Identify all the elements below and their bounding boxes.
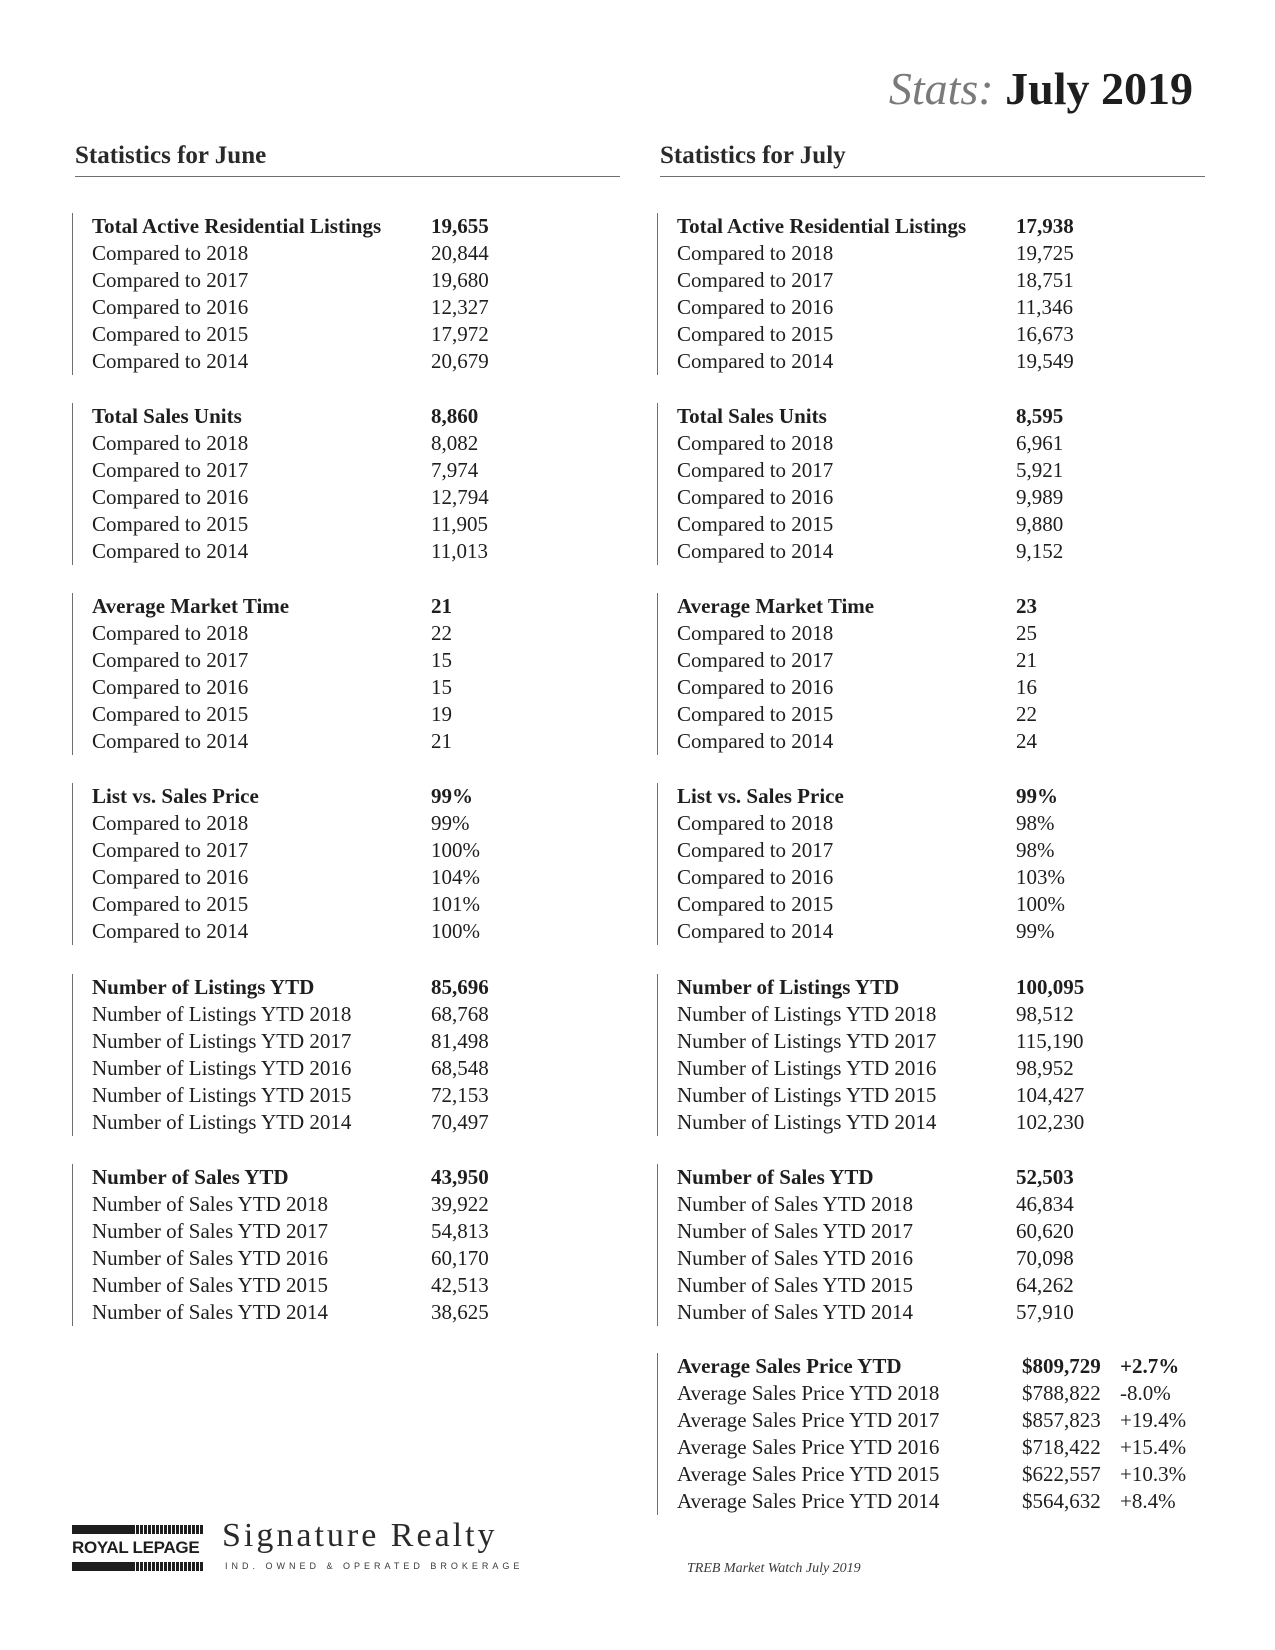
comparison-row [92, 1082, 532, 1109]
row-value: 85,696 [431, 975, 489, 999]
comparison-row [677, 511, 1157, 538]
comparison-row [677, 1488, 1176, 1515]
comparison-row [677, 728, 1157, 755]
comparison-row [92, 1028, 532, 1055]
comparison-row [677, 1055, 1157, 1082]
row-value: 19 [431, 702, 452, 726]
july-section-5 [657, 974, 1157, 1136]
comparison-row [92, 511, 532, 538]
row-value: 100% [1016, 892, 1065, 916]
section-header-row [92, 783, 532, 810]
row-label: Total Active Residential Listings [677, 214, 967, 238]
source-note: TREB Market Watch July 2019 [687, 1561, 861, 1576]
july-section-2 [657, 403, 1157, 565]
row-value: 12,794 [431, 485, 489, 509]
comparison-row [92, 1218, 532, 1245]
row-value: 68,768 [431, 1002, 489, 1026]
row-label: Compared to 2015 [92, 512, 249, 536]
row-value: $809,729 [1022, 1354, 1101, 1378]
row-label: Compared to 2016 [677, 675, 834, 699]
title-month: July 2019 [1005, 63, 1193, 114]
row-label: Compared to 2018 [677, 431, 834, 455]
row-label: Number of Sales YTD [92, 1165, 289, 1189]
row-label: Compared to 2016 [677, 485, 834, 509]
comparison-row [677, 1001, 1157, 1028]
row-label: Number of Sales YTD 2016 [677, 1246, 914, 1270]
row-label: Compared to 2014 [92, 919, 249, 943]
comparison-row [92, 321, 532, 348]
row-label: Number of Listings YTD 2015 [92, 1083, 352, 1107]
section-header-row [92, 213, 532, 240]
row-value: 68,548 [431, 1056, 489, 1080]
row-label: Compared to 2018 [92, 241, 249, 265]
row-value: 9,880 [1016, 512, 1064, 536]
comparison-row [677, 1245, 1157, 1272]
section-header-row [677, 403, 1157, 430]
row-label: Total Sales Units [677, 404, 827, 428]
row-label: Number of Listings YTD 2014 [677, 1110, 937, 1134]
section-header-row [92, 1164, 532, 1191]
row-value: $788,822 [1022, 1381, 1101, 1405]
row-value: 20,844 [431, 241, 489, 265]
july-section-4 [657, 783, 1157, 945]
comparison-row [92, 1299, 532, 1326]
row-value: 22 [1016, 702, 1037, 726]
comparison-row [677, 294, 1157, 321]
page-title [889, 62, 1193, 115]
row-value: 8,860 [431, 404, 479, 428]
comparison-row [677, 538, 1157, 565]
row-value: 15 [431, 675, 452, 699]
row-value: 46,834 [1016, 1192, 1074, 1216]
row-label: Number of Sales YTD 2016 [92, 1246, 329, 1270]
row-value: 19,549 [1016, 349, 1074, 373]
row-label: Compared to 2014 [677, 919, 834, 943]
comparison-row [677, 1380, 1171, 1407]
comparison-row [677, 891, 1157, 918]
comparison-row [677, 1434, 1187, 1461]
row-label: Compared to 2016 [677, 295, 834, 319]
row-value: 23 [1016, 594, 1037, 618]
row-label: Compared to 2015 [92, 702, 249, 726]
row-label: Compared to 2014 [677, 729, 834, 753]
row-label: Number of Listings YTD [92, 975, 315, 999]
comparison-row [92, 1109, 532, 1136]
comparison-row [677, 321, 1157, 348]
comparison-row [92, 348, 532, 375]
average-sales-price-section [657, 1353, 1187, 1515]
comparison-row [92, 240, 532, 267]
section-header-row [677, 783, 1157, 810]
row-label: Compared to 2018 [677, 811, 834, 835]
row-label: Average Sales Price YTD 2015 [677, 1462, 940, 1486]
comparison-row [677, 348, 1157, 375]
row-value: 11,346 [1016, 295, 1073, 319]
comparison-row [92, 918, 532, 945]
row-value: 11,013 [431, 539, 488, 563]
section-header-row [92, 593, 532, 620]
row-label: Number of Listings YTD 2018 [677, 1002, 937, 1026]
row-label: List vs. Sales Price [677, 784, 844, 808]
row-label: Number of Sales YTD 2015 [92, 1273, 329, 1297]
section-header-row [677, 1164, 1157, 1191]
row-label: Compared to 2015 [677, 512, 834, 536]
comparison-row [677, 810, 1157, 837]
comparison-row [92, 1191, 532, 1218]
comparison-row [92, 430, 532, 457]
row-value: 6,961 [1016, 431, 1064, 455]
row-value: $622,557 [1022, 1462, 1101, 1486]
comparison-row [92, 1272, 532, 1299]
row-label: Number of Listings YTD 2018 [92, 1002, 352, 1026]
row-value: 42,513 [431, 1273, 489, 1297]
row-percent-change: +2.7% [1120, 1354, 1180, 1378]
row-value: 100% [431, 838, 480, 862]
comparison-row [92, 620, 532, 647]
row-value: $564,632 [1022, 1489, 1101, 1513]
comparison-row [92, 1055, 532, 1082]
row-value: 19,655 [431, 214, 489, 238]
logo-bar-top [72, 1525, 204, 1534]
row-value: 115,190 [1016, 1029, 1084, 1053]
row-value: 16,673 [1016, 322, 1074, 346]
section-header-row [92, 974, 532, 1001]
row-value: 98,512 [1016, 1002, 1074, 1026]
row-label: Compared to 2015 [677, 322, 834, 346]
row-label: Average Market Time [92, 594, 290, 618]
comparison-row [677, 1299, 1157, 1326]
row-percent-change: -8.0% [1120, 1381, 1171, 1405]
row-value: 52,503 [1016, 1165, 1074, 1189]
row-label: Compared to 2016 [92, 295, 249, 319]
row-value: 99% [431, 784, 473, 808]
row-value: 39,922 [431, 1192, 489, 1216]
comparison-row [677, 1461, 1187, 1488]
row-value: 98% [1016, 838, 1055, 862]
comparison-row [677, 918, 1157, 945]
row-label: Number of Sales YTD 2017 [677, 1219, 914, 1243]
row-label: Average Sales Price YTD [677, 1354, 902, 1378]
row-percent-change: +19.4% [1120, 1408, 1187, 1432]
row-value: 99% [1016, 784, 1058, 808]
row-value: $718,422 [1022, 1435, 1101, 1459]
row-label: Number of Sales YTD 2017 [92, 1219, 329, 1243]
comparison-row [92, 864, 532, 891]
row-value: 101% [431, 892, 480, 916]
row-label: Compared to 2015 [92, 892, 249, 916]
row-value: 19,725 [1016, 241, 1074, 265]
row-value: 99% [1016, 919, 1055, 943]
comparison-row [677, 430, 1157, 457]
row-value: 81,498 [431, 1029, 489, 1053]
row-value: 7,974 [431, 458, 479, 482]
row-value: 43,950 [431, 1165, 489, 1189]
section-header-row [677, 1353, 1180, 1380]
row-value: 99% [431, 811, 470, 835]
comparison-row [677, 267, 1157, 294]
row-label: Compared to 2018 [677, 241, 834, 265]
row-value: 17,972 [431, 322, 489, 346]
row-value: 38,625 [431, 1300, 489, 1324]
comparison-row [677, 1109, 1157, 1136]
comparison-row [677, 864, 1157, 891]
comparison-row [677, 647, 1157, 674]
june-section-1 [72, 213, 532, 375]
comparison-row [677, 1407, 1187, 1434]
comparison-row [92, 1001, 532, 1028]
comparison-row [677, 837, 1157, 864]
row-value: 103% [1016, 865, 1065, 889]
row-label: Number of Sales YTD 2014 [92, 1300, 329, 1324]
row-value: 11,905 [431, 512, 488, 536]
june-section-3 [72, 593, 532, 755]
row-label: Compared to 2014 [92, 349, 249, 373]
row-label: Compared to 2018 [92, 621, 249, 645]
comparison-row [92, 647, 532, 674]
row-label: Number of Listings YTD 2016 [92, 1056, 352, 1080]
row-value: 24 [1016, 729, 1037, 753]
june-section-4 [72, 783, 532, 945]
brokerage-subtitle: IND. OWNED & OPERATED BROKERAGE [225, 1561, 524, 1571]
comparison-row [677, 674, 1157, 701]
row-label: Number of Sales YTD [677, 1165, 874, 1189]
row-value: 21 [1016, 648, 1037, 672]
logo-bar-bottom [72, 1562, 204, 1571]
row-label: Number of Sales YTD 2014 [677, 1300, 914, 1324]
comparison-row [92, 267, 532, 294]
row-label: Compared to 2017 [677, 838, 834, 862]
comparison-row [92, 1245, 532, 1272]
row-value: 70,098 [1016, 1246, 1074, 1270]
july-section-3 [657, 593, 1157, 755]
comparison-row [677, 1028, 1157, 1055]
row-value: 100,095 [1016, 975, 1085, 999]
row-value: 21 [431, 594, 452, 618]
row-label: Compared to 2017 [92, 648, 249, 672]
comparison-row [677, 1272, 1157, 1299]
comparison-row [677, 240, 1157, 267]
row-label: Number of Sales YTD 2018 [92, 1192, 329, 1216]
row-label: Compared to 2018 [677, 621, 834, 645]
row-value: 64,262 [1016, 1273, 1074, 1297]
row-value: 18,751 [1016, 268, 1074, 292]
row-label: Number of Listings YTD 2014 [92, 1110, 352, 1134]
row-value: 98% [1016, 811, 1055, 835]
row-percent-change: +10.3% [1120, 1462, 1187, 1486]
row-label: Average Sales Price YTD 2014 [677, 1489, 940, 1513]
section-header-row [677, 213, 1157, 240]
row-value: 20,679 [431, 349, 489, 373]
row-value: 98,952 [1016, 1056, 1074, 1080]
row-label: Number of Listings YTD 2017 [92, 1029, 352, 1053]
row-label: Compared to 2017 [677, 268, 834, 292]
row-label: Compared to 2017 [92, 458, 249, 482]
row-value: 22 [431, 621, 452, 645]
comparison-row [677, 620, 1157, 647]
row-label: Compared to 2014 [92, 729, 249, 753]
comparison-row [677, 701, 1157, 728]
section-header-row [92, 403, 532, 430]
section-header-row [677, 593, 1157, 620]
comparison-row [677, 484, 1157, 511]
comparison-row [92, 728, 532, 755]
row-value: 104% [431, 865, 480, 889]
comparison-row [92, 294, 532, 321]
row-value: 60,170 [431, 1246, 489, 1270]
comparison-row [92, 810, 532, 837]
row-percent-change: +15.4% [1120, 1435, 1187, 1459]
row-label: Compared to 2017 [92, 268, 249, 292]
row-label: Total Active Residential Listings [92, 214, 382, 238]
comparison-row [677, 457, 1157, 484]
comparison-row [92, 701, 532, 728]
row-value: 15 [431, 648, 452, 672]
row-value: 8,082 [431, 431, 479, 455]
comparison-row [92, 891, 532, 918]
row-label: Number of Listings YTD [677, 975, 900, 999]
row-value: 72,153 [431, 1083, 489, 1107]
row-label: Compared to 2017 [677, 458, 834, 482]
row-value: 5,921 [1016, 458, 1064, 482]
row-value: 16 [1016, 675, 1037, 699]
row-value: 100% [431, 919, 480, 943]
comparison-row [677, 1082, 1157, 1109]
row-label: Compared to 2017 [92, 838, 249, 862]
row-label: Compared to 2018 [92, 811, 249, 835]
comparison-row [92, 457, 532, 484]
row-value: 9,989 [1016, 485, 1064, 509]
row-label: Number of Sales YTD 2018 [677, 1192, 914, 1216]
row-label: Compared to 2016 [677, 865, 834, 889]
row-label: Compared to 2014 [677, 539, 834, 563]
june-section-5 [72, 974, 532, 1136]
row-label: Compared to 2018 [92, 431, 249, 455]
june-section-2 [72, 403, 532, 565]
row-value: 60,620 [1016, 1219, 1074, 1243]
row-value: 8,595 [1016, 404, 1064, 428]
section-header-row [677, 974, 1157, 1001]
july-heading: Statistics for July [660, 142, 1205, 177]
title-italic: Stats: [888, 63, 994, 114]
row-value: 70,497 [431, 1110, 489, 1134]
row-label: Compared to 2016 [92, 675, 249, 699]
comparison-row [92, 538, 532, 565]
row-label: Compared to 2015 [677, 702, 834, 726]
row-value: 25 [1016, 621, 1037, 645]
row-value: 9,152 [1016, 539, 1064, 563]
row-label: Compared to 2014 [92, 539, 249, 563]
row-label: Average Sales Price YTD 2018 [677, 1381, 940, 1405]
row-label: Average Sales Price YTD 2017 [677, 1408, 940, 1432]
row-value: 104,427 [1016, 1083, 1085, 1107]
row-percent-change: +8.4% [1120, 1489, 1176, 1513]
row-label: Average Sales Price YTD 2016 [677, 1435, 940, 1459]
comparison-row [677, 1191, 1157, 1218]
row-value: 17,938 [1016, 214, 1074, 238]
row-value: $857,823 [1022, 1408, 1101, 1432]
row-value: 12,327 [431, 295, 489, 319]
row-value: 102,230 [1016, 1110, 1085, 1134]
row-label: Number of Listings YTD 2017 [677, 1029, 937, 1053]
row-label: Total Sales Units [92, 404, 242, 428]
july-section-1 [657, 213, 1157, 375]
row-label: Average Market Time [677, 594, 875, 618]
row-value: 54,813 [431, 1219, 489, 1243]
row-label: Compared to 2015 [92, 322, 249, 346]
row-label: Compared to 2017 [677, 648, 834, 672]
row-label: Compared to 2015 [677, 892, 834, 916]
row-label: Number of Sales YTD 2015 [677, 1273, 914, 1297]
row-label: Number of Listings YTD 2016 [677, 1056, 937, 1080]
row-label: Compared to 2014 [677, 349, 834, 373]
brokerage-name: Signature Realty [222, 1517, 498, 1554]
row-label: Compared to 2016 [92, 485, 249, 509]
comparison-row [92, 837, 532, 864]
logo-wordmark: ROYAL LEPAGE [72, 1538, 200, 1557]
row-label: Compared to 2016 [92, 865, 249, 889]
june-heading: Statistics for June [75, 142, 620, 177]
royal-lepage-mark [72, 1525, 204, 1571]
june-section-6 [72, 1164, 532, 1326]
july-section-6 [657, 1164, 1157, 1326]
comparison-row [92, 674, 532, 701]
row-value: 57,910 [1016, 1300, 1074, 1324]
row-label: List vs. Sales Price [92, 784, 259, 808]
comparison-row [677, 1218, 1157, 1245]
row-value: 19,680 [431, 268, 489, 292]
row-label: Number of Listings YTD 2015 [677, 1083, 937, 1107]
row-value: 21 [431, 729, 452, 753]
comparison-row [92, 484, 532, 511]
